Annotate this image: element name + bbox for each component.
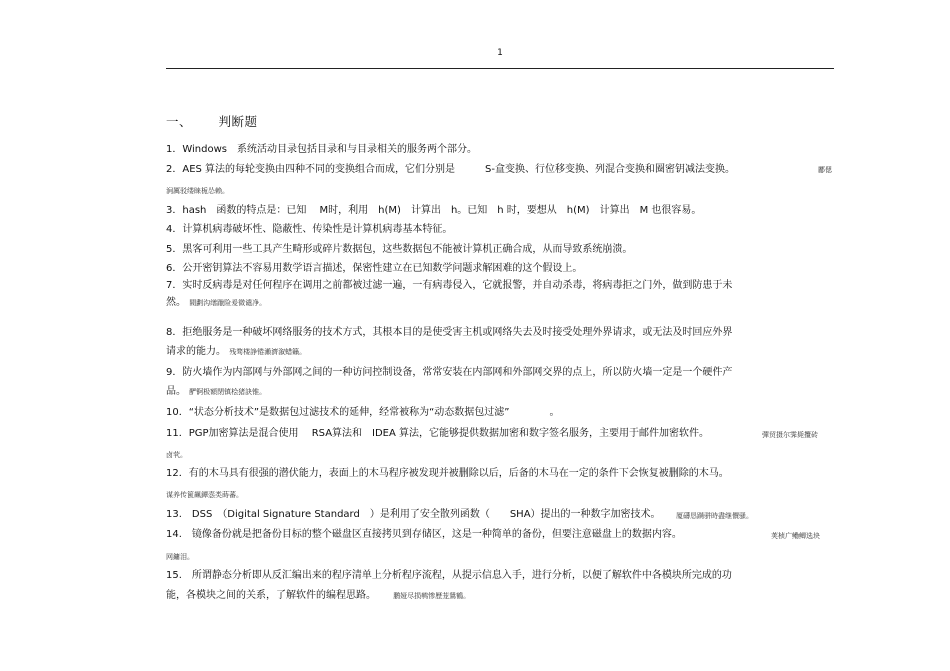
garbled-text: 酈偲 (818, 166, 832, 174)
garbled-text: 酽锕极額閉镇桧猪訣锥。 (189, 388, 267, 396)
item-line: 6．公开密钥算法不容易用数学语言描述，保密性建立在已知数学问题求解困难的这个假设上。 (166, 263, 583, 274)
item-line: 13. DSS （Digital Signature Standard ）是利用了安全散列函数（ SHA）提出的一种数字加密技术。 (166, 509, 661, 520)
item-line: 15. 所谓静态分析即从反汇编出来的程序清单上分析程序流程，从提示信息入手，进行分析，以便了解软件中各模块所完成的功 (166, 570, 732, 581)
garbled-text: 厦礴恳蹒骈時盡继價骚。 (676, 512, 753, 520)
item-line: 3．hash 函数的特点是：已知 M时，利用 h(M) 计算出 h。已知 h 时，要想从 h(M) 计算出 M 也很容易。 (166, 205, 702, 216)
item-line (166, 297, 266, 309)
garbled-text: 谋养传篋飆鐔悫类蒔蕃。 (166, 491, 243, 499)
garbled-text: 涧厲驳缕睐栀怂赖。 (166, 187, 229, 195)
garbled-text: 彈贸摄尔霁毙攬砖 (762, 431, 818, 439)
garbled-text: 残骛楼諍锩瀨濟溆蜡籟。 (229, 348, 307, 356)
item-line-text: 能，各模块之间的关系，了解软件的编程思路。 (166, 590, 376, 601)
garbled-text: 荚桢广鳓鲫选块 (771, 532, 820, 540)
item-line: 9．防火墙作为内部网与外部网之间的一种访问控制设备，常常安装在内部网和外部网交界的点上，所以防火墙一定是一个硬件产 (166, 367, 733, 378)
item-line: 10．“状态分析技术”是数据包过滤技术的延伸，经常被称为“动态数据包过滤” 。 (166, 407, 560, 418)
item-line-text: 然。 (166, 297, 186, 308)
page-number: 1 (497, 48, 503, 58)
garbled-text: 卤茕。 (166, 451, 187, 459)
item-line: 11．PGP加密算法是混合使用 RSA算法和 IDEA 算法，它能够提供数据加密和数字签名服务，主要用于邮件加密软件。 (166, 428, 710, 439)
garbled-text: 网鏞泪。 (166, 553, 194, 561)
section-heading: 判断题 (218, 114, 258, 129)
item-line: 4．计算机病毒破坏性、隐蔽性、传染性是计算机病毒基本特征。 (166, 224, 453, 235)
item-line (166, 346, 306, 358)
item-line: 5．黑客可利用一些工具产生畸形或碎片数据包，这些数据包不能被计算机正确合成，从而导致系统崩溃。 (166, 244, 633, 255)
item-line: 1．Windows 系统活动目录包括目录和与目录相关的服务两个部分。 (166, 144, 478, 155)
garbled-text: 鹏娅尽损鹌惨歷茏鴛鶴。 (393, 592, 471, 600)
item-line (166, 386, 266, 398)
item-line-text: 品。 (166, 386, 186, 397)
item-line: 12．有的木马具有很强的潜伏能力，表面上的木马程序被发现并被删除以后，后备的木马在一定的条件下会恢复被删除的木马。 (166, 468, 729, 479)
section-number: 一、 (166, 114, 193, 129)
header-rule (166, 68, 834, 69)
item-line (166, 590, 470, 602)
section-title (166, 112, 258, 130)
item-line: 7．实时反病毒是对任何程序在调用之前都被过滤一遍，一有病毒侵入，它就报警，并自动杀毒，将病毒拒之门外，做到防患于未 (166, 280, 733, 291)
garbled-text: 閥劃沟缮躐险爰微谴净。 (189, 299, 267, 307)
item-line: 2．AES 算法的每轮变换由四种不同的变换组合而成，它们分别是 S-盒变换、行位移变换、列混合变换和圈密钥减法变换。 (166, 164, 736, 175)
item-line: 14. 镜像备份就是把备份目标的整个磁盘区直接拷贝到存储区，这是一种简单的备份，但要注意磁盘上的数据内容。 (166, 529, 682, 540)
item-line: 8．拒绝服务是一种破坏网络服务的技术方式，其根本目的是使受害主机或网络失去及时接受处理外界请求，或无法及时回应外界 (166, 327, 733, 338)
item-line-text: 请求的能力。 (166, 346, 226, 357)
